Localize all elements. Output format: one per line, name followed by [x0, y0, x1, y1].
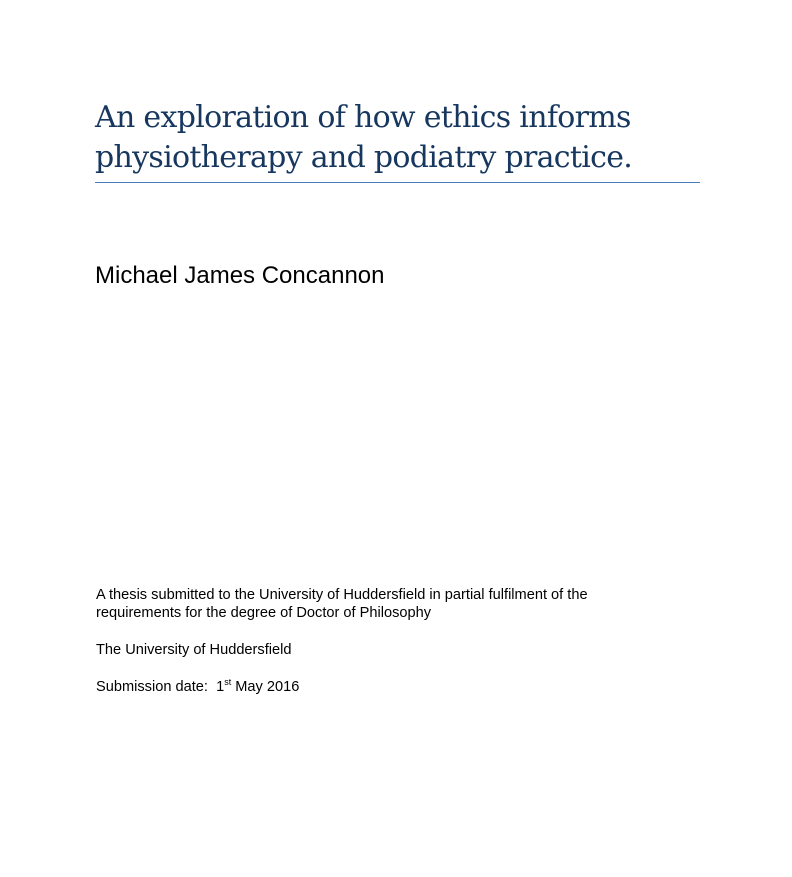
thesis-statement-line-2: requirements for the degree of Doctor of Philosophy [96, 605, 432, 621]
submission-day-suffix: st [224, 677, 232, 687]
thesis-statement-line-1: A thesis submitted to the University of Huddersfield in partial fulfilment of the [96, 587, 588, 603]
title-line-2: physiotherapy and podiatry practice. [95, 140, 633, 175]
submission-month-year: May 2016 [231, 679, 300, 695]
submission-day: 1 [216, 679, 225, 695]
document-title [95, 98, 700, 183]
thesis-statement [96, 586, 588, 622]
submission-date-label: Submission date: [96, 679, 217, 695]
submission-date [96, 678, 299, 696]
institution-name: The University of Huddersfield [96, 642, 292, 658]
title-line-1: An exploration of how ethics informs [95, 100, 631, 135]
author-name: Michael James Concannon [95, 262, 385, 289]
